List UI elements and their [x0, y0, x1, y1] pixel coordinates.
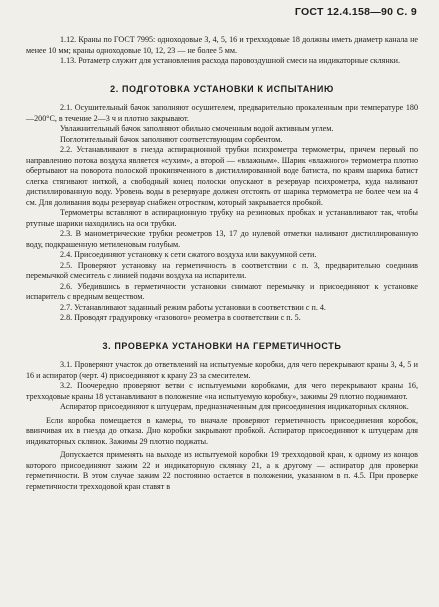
paragraph: 1.13. Ротаметр служит для установления расхода паровоздушной смеси на индикаторные склянки.	[60, 56, 401, 65]
paragraph: Термометры вставляют в аспирационную трубку на резиновых пробках и устанавливают так, чтобы ртутные шарики находились на оси трубки.	[26, 208, 418, 228]
paragraph: 2.7. Устанавливают заданный режим работы установки в соответствии с п. 4.	[60, 302, 326, 312]
paragraph: Если коробка помещается в камеры, то вначале проверяют герметичность присоединения коробок, ввинчивая их в гнезда до отказа. Дно коробки закрывают пробкой. Аспиратор присоединяют к штуцерам для индикаторных склянок. Зажимы 29 плотно поджаты.	[26, 415, 418, 446]
paragraph: Поглотительный бачок заполняют соответствующим сорбентом.	[60, 134, 283, 144]
paragraph: Аспиратор присоединяют к штуцерам, предназначенным для присоединения индикаторных склянок.	[60, 402, 409, 411]
paragraph: 2.5. Проверяют установку на герметичность в соответствии с п. 3, предварительно соединив перемычкой смеситель с линией подачи воздуха на испарители.	[26, 260, 418, 280]
paragraph: Допускается применять на выходе из испытуемой коробки 19 трехходовой кран, к одному из концов которого присоединяют зажим 22 и индикаторную склянку 21, а к другому — аспиратор для проверки герметичности. В этом случае зажим 22 постоянно остается в положении, указанном в п. 4.5. При проверке герметичности трехходовой кран ставят в	[26, 450, 418, 491]
section-heading: 2. ПОДГОТОВКА УСТАНОВКИ К ИСПЫТАНИЮ	[110, 83, 334, 94]
paragraph: 2.8. Проводят градуировку «газового» реометра в соответствии с п. 5.	[60, 313, 301, 322]
paragraph: 1.12. Краны по ГОСТ 7995: одноходовые 3, 4, 5, 16 и трехходовые 18 должны иметь диаметр канала не менее 10 мм; краны одноходовые 10, 12, 23 — не более 5 мм.	[26, 35, 418, 55]
spacer	[26, 67, 418, 84]
paragraph: 2.6. Убедившись в герметичности установки снимают перемычку и присоединяют к установке испаритель с вредным веществом.	[26, 281, 418, 301]
paragraph: 2.2. Устанавливают в гнезда аспирационной трубки психрометра термометры, причем первый по направлению потока воздуха является «сухим», а второй — «влажным». Шарик «влажного» термометра плотно обертывают на поворота полоской прокипяченного в дистиллированной воде батиста, по краям шарика батист слегка стягивают ниткой, а свободный конец полоски опускают в резервуар психрометра, куда наливают дистиллированную воду. Уровень воды в резервуаре должен отстоять от шарика термометра не более чем на 4 см. Для доливания воды резервуар снабжен отростком, который закрывается пробкой.	[26, 145, 418, 207]
section-heading: 3. ПРОВЕРКА УСТАНОВКИ НА ГЕРМЕТИЧНОСТЬ	[102, 340, 342, 351]
spacer	[26, 94, 418, 103]
paragraph: 2.3. В манометрические трубки реометров 13, 17 до нулевой отметки наливают дистиллированную воду, подкрашенную метиленовым голубым.	[26, 229, 418, 249]
spacer	[26, 351, 418, 360]
document-body	[26, 35, 418, 492]
paragraph: 2.1. Осушительный бачок заполняют осушителем, предварительно прокаленным при температуре 180—200°С, в течение 2—3 ч и плотно закрывают.	[26, 103, 418, 123]
running-header: ГОСТ 12.4.158—90 С. 9	[294, 6, 417, 18]
paragraph: 3.1. Проверяют участок до ответвлений на испытуемые коробки, для чего перекрывают краны 3, 4, 5 и 16 и аспиратор (черт. 4) присоединяют к крану 23 за смесителем.	[26, 360, 418, 380]
paragraph: 3.2. Поочередно проверяют ветви с испытуемыми коробками, для чего перекрывают краны 16, трехходовые краны 18 устанавливают в положение «на испытуемую коробку», зажимы 29 плотно поджимают.	[26, 381, 418, 401]
paragraph: Увлажнительный бачок заполняют обильно смоченным водой активным углем.	[60, 124, 334, 133]
paragraph: 2.4. Присоединяют установку к сети сжатого воздуха или вакуумной сети.	[60, 250, 317, 259]
spacer	[26, 324, 418, 341]
